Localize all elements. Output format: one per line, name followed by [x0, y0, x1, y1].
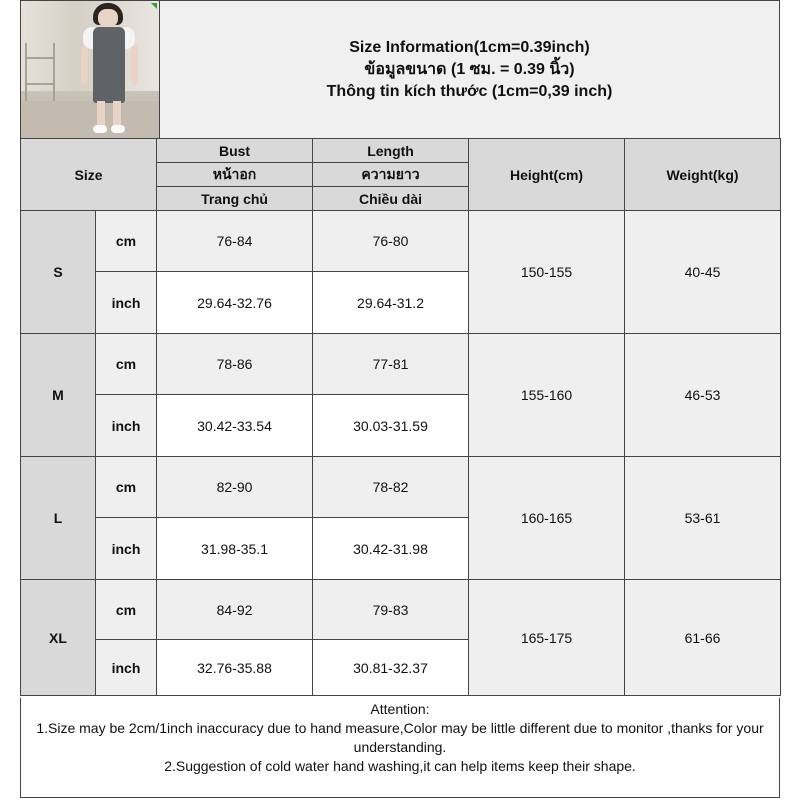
unit-cm: cm — [96, 580, 157, 640]
size-label: M — [21, 334, 96, 457]
length-inch-value: 30.42-31.98 — [313, 518, 469, 580]
size-column-header: Size — [21, 139, 157, 211]
attention-note — [20, 698, 780, 798]
unit-inch: inch — [96, 640, 157, 696]
bust-inch-value: 32.76-35.88 — [157, 640, 313, 696]
height-value: 150-155 — [469, 211, 625, 334]
length-header-thai: ความยาว — [313, 163, 469, 187]
unit-inch: inch — [96, 395, 157, 457]
weight-value: 40-45 — [625, 211, 781, 334]
length-cm-value: 79-83 — [313, 580, 469, 640]
unit-inch: inch — [96, 272, 157, 334]
bust-inch-value: 30.42-33.54 — [157, 395, 313, 457]
length-header-english: Length — [313, 139, 469, 163]
unit-cm: cm — [96, 211, 157, 272]
attention-title: Attention: — [370, 701, 430, 717]
size-information — [160, 1, 779, 138]
bust-inch-value: 31.98-35.1 — [157, 518, 313, 580]
bust-cm-value: 78-86 — [157, 334, 313, 395]
weight-value: 46-53 — [625, 334, 781, 457]
length-inch-value: 30.81-32.37 — [313, 640, 469, 696]
size-table — [20, 138, 781, 696]
size-label: L — [21, 457, 96, 580]
size-info-vietnamese: Thông tin kích thước (1cm=0,39 inch) — [326, 82, 613, 100]
attention-line-1: 1.Size may be 2cm/1inch inaccuracy due to hand measure,Color may be little different due to monitor ,thanks for your understanding. — [36, 720, 764, 755]
table-row — [21, 211, 781, 272]
attention-line-2: 2.Suggestion of cold water hand washing,it can help items keep their shape. — [164, 758, 636, 774]
product-photo — [21, 1, 160, 139]
length-header-vietnamese: Chiều dài — [313, 187, 469, 211]
size-info-english: Size Information(1cm=0.39inch) — [349, 38, 590, 56]
bust-cm-value: 76-84 — [157, 211, 313, 272]
height-value: 160-165 — [469, 457, 625, 580]
bust-cm-value: 84-92 — [157, 580, 313, 640]
size-label: XL — [21, 580, 96, 696]
length-inch-value: 30.03-31.59 — [313, 395, 469, 457]
table-row — [21, 334, 781, 395]
size-label: S — [21, 211, 96, 334]
chart-header — [20, 0, 780, 138]
height-value: 155-160 — [469, 334, 625, 457]
height-value: 165-175 — [469, 580, 625, 696]
table-row — [21, 457, 781, 518]
length-cm-value: 77-81 — [313, 334, 469, 395]
length-inch-value: 29.64-31.2 — [313, 272, 469, 334]
weight-value: 61-66 — [625, 580, 781, 696]
length-cm-value: 78-82 — [313, 457, 469, 518]
bust-cm-value: 82-90 — [157, 457, 313, 518]
bust-header-thai: หน้าอก — [157, 163, 313, 187]
size-chart — [20, 0, 780, 800]
weight-column-header: Weight(kg) — [625, 139, 781, 211]
length-cm-value: 76-80 — [313, 211, 469, 272]
unit-inch: inch — [96, 518, 157, 580]
bust-header-english: Bust — [157, 139, 313, 163]
table-row — [21, 580, 781, 640]
size-info-thai: ข้อมูลขนาด (1 ซม. = 0.39 นิ้ว) — [364, 60, 575, 78]
bust-header-vietnamese: Trang chủ — [157, 187, 313, 211]
unit-cm: cm — [96, 334, 157, 395]
unit-cm: cm — [96, 457, 157, 518]
bust-inch-value: 29.64-32.76 — [157, 272, 313, 334]
weight-value: 53-61 — [625, 457, 781, 580]
height-column-header: Height(cm) — [469, 139, 625, 211]
